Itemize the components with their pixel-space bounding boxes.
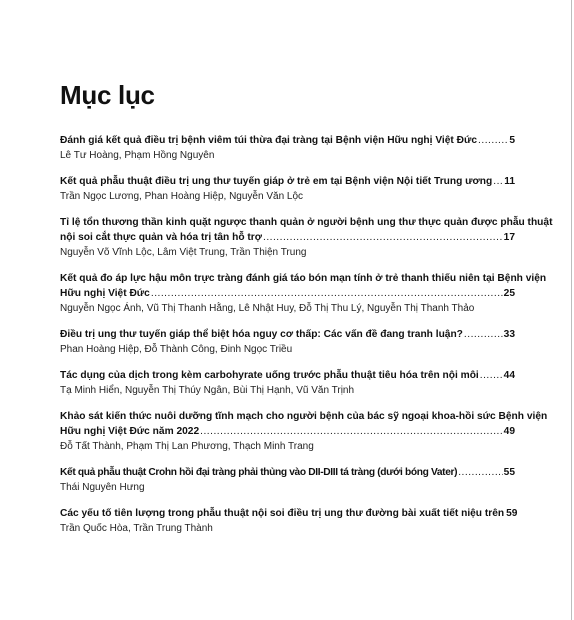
page-number[interactable]: 11 (504, 176, 515, 187)
leader-dots (480, 368, 503, 383)
page-number[interactable]: 33 (503, 329, 515, 340)
entry-title[interactable] (60, 506, 518, 521)
toc-entry[interactable] (60, 327, 515, 357)
entry-authors: Tạ Minh Hiển, Nguyễn Thị Thúy Ngân, Bùi Thị Hạnh, Vũ Văn Trịnh (60, 385, 355, 396)
entry-title-text[interactable]: Các yếu tố tiên lượng trong phẫu thuật nội soi điều trị ung thư đường bài xuất tiết niệu trên (60, 508, 505, 519)
entry-title[interactable] (60, 465, 515, 480)
entry-title-text[interactable]: Khảo sát kiến thức nuôi dưỡng tĩnh mạch cho người bệnh của bác sỹ ngoại khoa-hồi sức Bệnh viện (60, 411, 548, 422)
leader-dots (200, 424, 503, 439)
entry-title-text[interactable]: Kết quả đo áp lực hậu môn trực tràng đánh giá táo bón mạn tính ở trẻ thanh thiếu niên tại Bệnh viện (60, 273, 547, 284)
entry-authors: Trần Ngọc Lương, Phan Hoàng Hiệp, Nguyễn Văn Lộc (60, 191, 304, 202)
leader-dots (151, 286, 503, 301)
entry-title-text[interactable]: Kết quả phẫu thuật điều trị ung thư tuyến giáp ở trẻ em tại Bệnh viện Nội tiết Trung ương (60, 176, 493, 187)
page-number[interactable]: 55 (503, 467, 515, 478)
toc-entry[interactable] (60, 271, 547, 316)
entry-authors: Trần Quốc Hòa, Trần Trung Thành (60, 523, 213, 534)
toc-entry[interactable] (60, 133, 515, 163)
page-number[interactable]: 49 (503, 426, 515, 437)
entry-authors: Thái Nguyên Hưng (60, 482, 145, 493)
page-number[interactable]: 25 (503, 288, 515, 299)
entry-title-text[interactable]: Hữu nghị Việt Đức (60, 288, 150, 299)
entry-title[interactable] (60, 174, 515, 189)
entry-title[interactable] (60, 271, 547, 301)
entry-title-text[interactable]: Tác dụng của dịch trong kèm carbohyrate uống trước phẫu thuật tiêu hóa trên nội môi (60, 370, 479, 381)
entry-authors: Nguyễn Ngọc Ánh, Vũ Thị Thanh Hằng, Lê Nhật Huy, Đỗ Thị Thu Lý, Nguyễn Thị Thanh Thảo (60, 303, 475, 314)
leader-dots (493, 174, 503, 189)
leader-dots (478, 133, 508, 148)
toc-entry[interactable] (60, 506, 518, 536)
page-number[interactable]: 44 (503, 370, 515, 381)
page-number[interactable]: 17 (503, 232, 515, 243)
entry-title[interactable] (60, 409, 548, 439)
entry-authors: Lê Tư Hoàng, Phạm Hồng Nguyên (60, 150, 215, 161)
entry-title-text[interactable]: Kết quả phẫu thuật Crohn hồi đại tràng phải thủng vào DII-DIII tá tràng (dưới bóng Vater) (60, 467, 458, 478)
toc-entry[interactable] (60, 368, 515, 398)
leader-dots (458, 465, 502, 480)
entry-authors: Phan Hoàng Hiệp, Đỗ Thành Công, Đinh Ngọc Triều (60, 344, 293, 355)
entry-title-text[interactable]: Đánh giá kết quả điều trị bệnh viêm túi thừa đại tràng tại Bệnh viện Hữu nghị Việt Đức (60, 135, 478, 146)
toc-list (60, 133, 553, 547)
page-title: Mục lục (60, 80, 155, 110)
toc-entry[interactable] (60, 174, 515, 204)
toc-entry[interactable] (60, 465, 515, 495)
entry-title[interactable] (60, 133, 515, 148)
toc-entry[interactable] (60, 409, 548, 454)
entry-title-text[interactable]: nội soi cắt thực quản và hóa trị tân hỗ trợ (60, 232, 262, 243)
page-number[interactable]: 59 (506, 508, 518, 519)
entry-title-text[interactable]: Điều trị ung thư tuyến giáp thể biệt hóa nguy cơ thấp: Các vấn đề đang tranh luận? (60, 329, 463, 340)
leader-dots (464, 327, 503, 342)
entry-title[interactable] (60, 327, 515, 342)
entry-title-text[interactable]: Tỉ lệ tổn thương thần kinh quặt ngược thanh quản ở người bệnh ung thư thực quản được phẫu thuật (60, 217, 553, 228)
entry-authors: Nguyễn Võ Vĩnh Lộc, Lâm Việt Trung, Trần Thiện Trung (60, 247, 307, 258)
entry-title[interactable] (60, 215, 553, 245)
entry-title[interactable] (60, 368, 515, 383)
toc-entry[interactable] (60, 215, 553, 260)
leader-dots (263, 230, 503, 245)
page-edge-line (571, 0, 572, 620)
entry-title-text[interactable]: Hữu nghị Việt Đức năm 2022 (60, 426, 200, 437)
entry-authors: Đỗ Tất Thành, Phạm Thị Lan Phương, Thạch Minh Trang (60, 441, 314, 452)
page-number[interactable]: 5 (509, 135, 515, 146)
